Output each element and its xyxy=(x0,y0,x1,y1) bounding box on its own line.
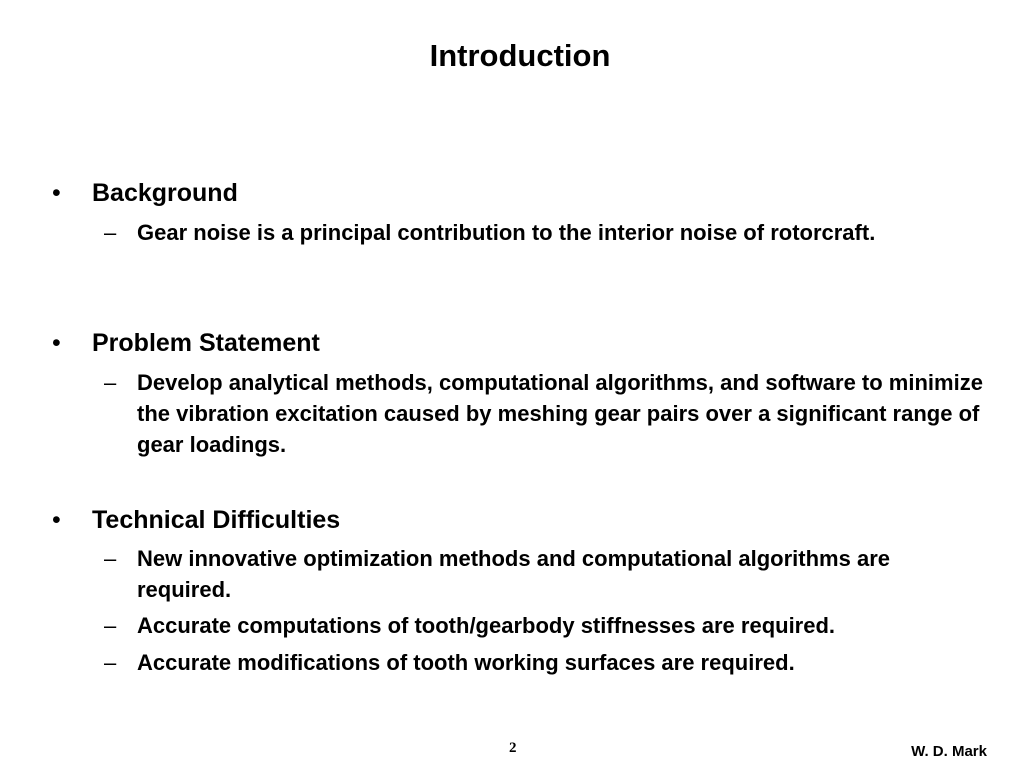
dash-icon: – xyxy=(104,220,117,245)
bullet-icon: • xyxy=(52,179,61,207)
sub-item-text: Develop analytical methods, computational algorithms, and software to minimize the vibration excitation caused by meshing gear pairs over a significant range of gear loadings. xyxy=(137,370,983,457)
sub-item xyxy=(104,647,984,678)
sub-item xyxy=(104,610,984,641)
sub-item-text: Accurate computations of tooth/gearbody stiffnesses are required. xyxy=(137,613,836,638)
sub-item-text: Gear noise is a principal contribution to the interior noise of rotorcraft. xyxy=(137,220,876,245)
bullet-heading: Problem Statement xyxy=(92,329,320,357)
slide-title: Introduction xyxy=(429,38,611,73)
sub-item-text: New innovative optimization methods and computational algorithms are required. xyxy=(137,546,890,602)
sub-item xyxy=(104,367,984,460)
bullet-heading: Background xyxy=(92,179,238,207)
dash-icon: – xyxy=(104,650,117,675)
bullet-heading: Technical Difficulties xyxy=(92,506,341,534)
bullet-icon: • xyxy=(52,329,61,357)
dash-icon: – xyxy=(104,613,117,638)
author-name: W. D. Mark xyxy=(911,743,987,760)
sub-item-text: Accurate modifications of tooth working surfaces are required. xyxy=(137,650,795,675)
sub-item xyxy=(104,217,894,248)
bullet-icon: • xyxy=(52,506,61,534)
page-number: 2 xyxy=(509,740,517,756)
dash-icon: – xyxy=(104,546,117,571)
dash-icon: – xyxy=(104,370,117,395)
sub-item xyxy=(104,543,984,605)
